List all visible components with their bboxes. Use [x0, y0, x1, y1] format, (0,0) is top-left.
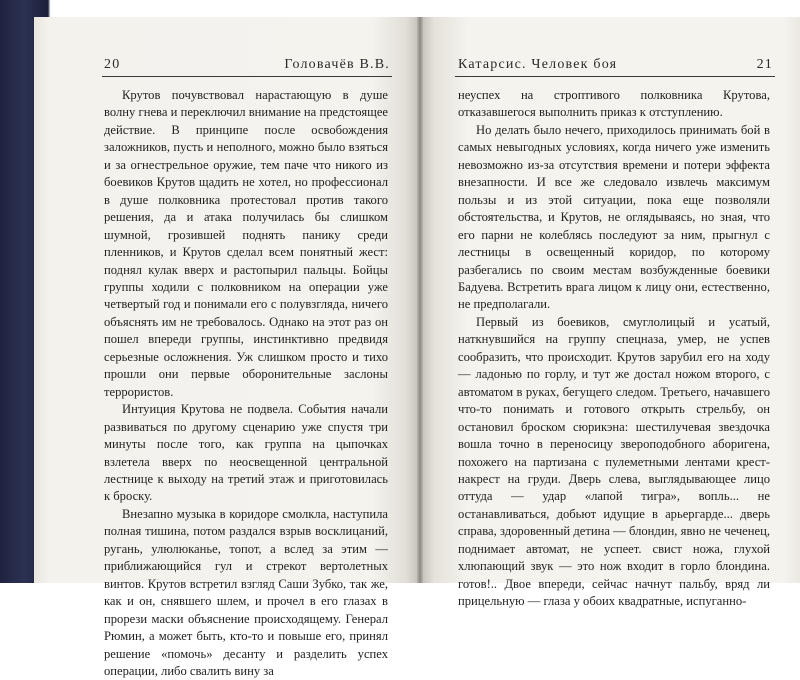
left-page-text [104, 87, 388, 680]
left-page [34, 17, 417, 678]
left-running-head: Головачёв В.В. [284, 57, 390, 72]
left-header-rule [102, 76, 392, 77]
right-page-number: 21 [756, 57, 773, 72]
right-page-text [458, 87, 770, 611]
right-header-rule [455, 76, 775, 77]
paragraph: Крутов почувствовал нарастающую в душе волну гнева и переключил внимание на предстоящее действие. В принципе после освобождения заложников, пусть и неполного, можно было взяться и за огнестрельное оружие, тем паче что никого из боевиков Крутов щадить не хотел, но профессионал в душе полковника протестовал против такого решения, да и атака получилась бы слишком шумной, грозившей поднять панику среди пленников, и Крутов сделал всем понятный жест: поднял кулак вверх и растопырил пальцы. Бойцы группы ходили с полковником на операции уже четвертый год и понимали его с полувзгляда, ничего объяснять им не требовалось. Однако на этот раз он пошел впереди группы, инстинктивно предвидя серьезные осложнения. Уж слишком просто и тихо прошли они первые оборонительные заслоны террористов. [104, 88, 388, 399]
right-page [423, 17, 800, 609]
paragraph: Внезапно музыка в коридоре смолкла, наступила полная тишина, потом раздался взрыв восклицаний, ругань, улюлюканье, топот, а вслед за этим — приближающийся гул и стрекот вертолетных винтов. Крутов встретил взгляд Саши Зубко, так же, как и он, снявшего шлем, и прочел в его глазах в прорези маски объяснение происходящему. Генерал Рюмин, а может быть, кто-то и повыше его, принял решение «помочь» десанту и разделить успех операции, либо свалить вину за [104, 506, 388, 678]
paragraph: Интуиция Крутова не подвела. События начали развиваться по другому сценарию уже спустя три минуты после того, как группа на цыпочках взлетела вверх по неосвещенной центральной лестнице к выходу на третий этаж и приготовилась к броску. [104, 402, 388, 504]
paragraph: Но делать было нечего, приходилось принимать бой в самых невыгодных условиях, когда ничего уже изменить невозможно из-за отсутствия времени и потери эффекта внезапности. И все же следовало извлечь максимум пользы и из этой ситуации, пока еще позволяли обстоятельства, и Крутов, не оглядываясь, но зная, что его парни не колеблясь последуют за ним, прыгнул с лестницы в освещенный коридор, по которому разбегались по своим местам возбужденные боевики Бадуева. Встретить врага лицом к лицу они, естественно, не предполагали. [458, 122, 770, 312]
left-page-number: 20 [104, 57, 121, 72]
left-page-header [104, 53, 390, 73]
paragraph: Первый из боевиков, смуглолицый и усатый, наткнувшийся на группу спецназа, умер, не успев сообразить, что происходит. Крутов зарубил его на ходу — ладонью по горлу, и тут же достал ножом второго, с автоматом в руках, бегущего следом. Третьего, начавшего что-то понимать и готового открыть стрельбу, он остановил броском сюрикэна: шестилучевая звездочка вошла точно в переносицу звероподобного аборигена, похожего на партизана с пулеметными лентами крест-накрест на груди. Дверь слева, выглядывающее лицо оттуда — удар «лапой тигра», вопль... не останавливаться, добьют идущие в арьергарде... дверь справа, здоровенный детина — блондин, явно не чеченец, поднимает автомат, не успеет. свист ножа, глухой хлюпающий звук — это нож входит в горло блондина. готов!.. Двое впереди, сейчас начнут пальбу, вряд ли прицельную — глаза у обоих квадратные, испуганно- [458, 314, 770, 609]
book-spread [34, 17, 800, 678]
right-page-header [458, 53, 773, 73]
paragraph: неуспех на строптивого полковника Крутова, отказавшегося выполнить приказ к отступлению. [458, 88, 770, 120]
right-running-head: Катарсис. Человек боя [458, 57, 618, 72]
